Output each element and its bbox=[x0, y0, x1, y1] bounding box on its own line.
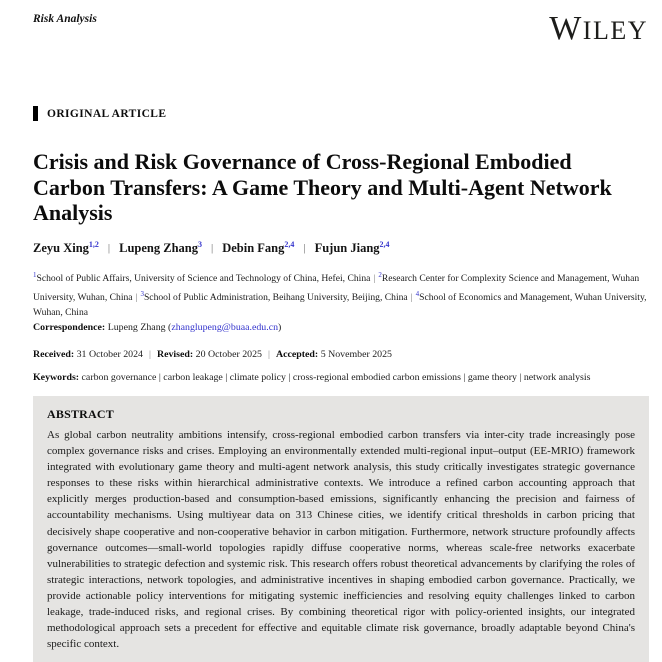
author-affil-sup: 1,2 bbox=[88, 240, 99, 249]
history-line bbox=[33, 349, 649, 360]
history-separator: | bbox=[148, 349, 151, 360]
accepted-date: Accepted: 5 November 2025 bbox=[275, 349, 392, 360]
correspondence-label: Correspondence: bbox=[33, 322, 106, 333]
author-affil-sup: 2,4 bbox=[379, 240, 390, 249]
author: Debin Fang$^{2,4}$ bbox=[222, 240, 295, 256]
keywords-list: carbon governance | carbon leakage | climate policy | cross-regional embodied carbon emissions | game theory | network analysis bbox=[79, 372, 591, 383]
article-type-row bbox=[33, 106, 166, 121]
author: Zeyu Xing$^{1,2}$ bbox=[33, 240, 99, 256]
article-type-label: ORIGINAL ARTICLE bbox=[47, 107, 167, 120]
correspondence-close-paren: ) bbox=[278, 322, 282, 333]
keywords-label: Keywords: bbox=[33, 372, 80, 383]
affiliations bbox=[33, 268, 649, 320]
correspondence-email-link[interactable]: zhanglupeng@buaa.edu.cn bbox=[171, 322, 279, 333]
author-separator: | bbox=[107, 242, 111, 255]
keywords-line bbox=[33, 372, 649, 383]
affiliation: $^3$School of Public Administration, Beihang University, Beijing, China bbox=[140, 289, 408, 303]
affiliation: $^4$School of Economics and Management, Wuhan University, Wuhan, China bbox=[33, 289, 647, 318]
author-separator: | bbox=[303, 242, 306, 255]
abstract-section bbox=[33, 396, 649, 662]
wiley-logo bbox=[549, 12, 648, 46]
author: Lupeng Zhang$^3$ bbox=[119, 240, 202, 256]
history-separator: | bbox=[268, 349, 270, 360]
revised-date: Revised: 20 October 2025 bbox=[156, 349, 262, 360]
affiliation: $^2$Research Center for Complexity Science and Management, Wuhan University, Wuhan, China bbox=[33, 271, 640, 303]
affiliation-separator: | bbox=[135, 291, 138, 303]
abstract-heading: ABSTRACT bbox=[47, 407, 114, 421]
abstract-text: As global carbon neutrality ambitions intensify, cross-regional embodied carbon transfers via inter-city trade increasingly pose complex governance risks and crises. Employing an environmentally extended multi-regional input–output (EE-MRIO) framework integrated with evolutionary game theory and multi-agent network analysis, this study critically investigates strategic governance responses to these risks within hierarchical administrative contexts. We introduce a refined carbon accounting approach that explicitly merges production-based and consumption-based emissions, significantly enhancing the precision and fairness of accountability mechanisms. Using multiyear data on 313 Chinese cities, we identify critical thresholds in carbon pricing that decisively shape cooperative and non-cooperative behavior in carbon mitigation. Furthermore, network structure profoundly affects governance outcomes—small-world topologies rapidly diffuse cooperative norms, whereas scale-free networks exacerbate vulnerabilities to strategic defection and systemic risk. This research offers robust theoretical advancements by clarifying the roles of strategic interactions, network topologies, and administrative incentives in shaping embodied carbon governance. Practically, we provide actionable policy interventions for mitigating systemic inefficiencies and resolving equity challenges linked to carbon leakage, trade-induced risks, and regional crises. By combining theoretical rigor with policy-oriented insights, our integrated methodological approach sets a precedent for effective and equitable climate risk governance, broadly adaptable beyond China's specific context. bbox=[47, 429, 635, 651]
correspondence-line bbox=[33, 322, 649, 333]
author-affil-sup: 3 bbox=[197, 240, 202, 249]
authors-row bbox=[33, 240, 648, 256]
correspondence-name: Lupeng Zhang ( bbox=[105, 322, 172, 333]
received-date: Received: 31 October 2024 bbox=[33, 349, 143, 360]
journal-name: Risk Analysis bbox=[33, 13, 97, 25]
affiliation: $^1$School of Public Affairs, University of Science and Technology of China, Hefei, China bbox=[33, 271, 371, 285]
wiley-logo-rest: ILEY bbox=[582, 16, 648, 45]
affiliation-separator: | bbox=[373, 273, 376, 285]
author: Fujun Jiang$^{2,4}$ bbox=[314, 240, 390, 256]
article-title: Crisis and Risk Governance of Cross-Regional Embodied Carbon Transfers: A Game Theory and Multi-Agent Network Analysis bbox=[33, 149, 612, 225]
wiley-logo-letter: W bbox=[549, 10, 583, 47]
section-bar-decoration bbox=[33, 106, 38, 121]
affiliation-separator: | bbox=[410, 291, 413, 303]
author-affil-sup: 2,4 bbox=[284, 240, 295, 249]
author-separator: | bbox=[210, 242, 214, 255]
